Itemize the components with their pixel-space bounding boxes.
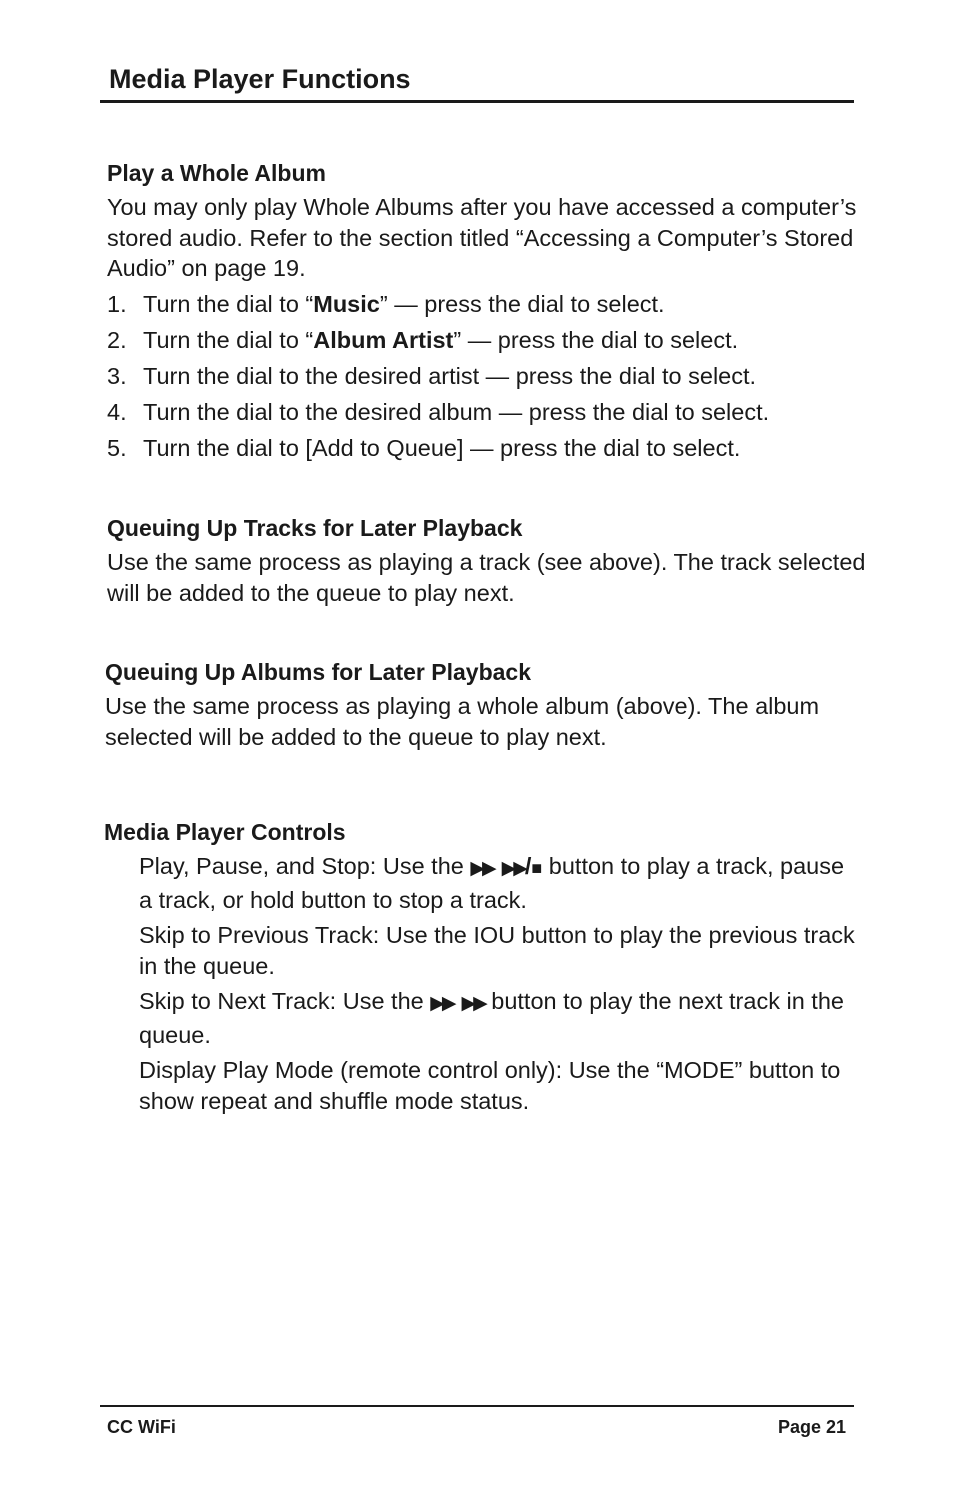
list-item	[107, 397, 867, 427]
control-text-before: Play, Pause, and Stop: Use the	[139, 853, 471, 879]
control-text-before: Skip to Next Track: Use the	[139, 988, 431, 1014]
section-queue-albums	[105, 657, 865, 752]
control-play-mode: Display Play Mode (remote control only): Use the “MODE” button to show repeat and shuffle mode status.	[139, 1057, 841, 1114]
section-play-album	[107, 158, 867, 469]
section-heading: Media Player Controls	[104, 819, 346, 845]
page-title: Media Player Functions	[109, 64, 411, 94]
control-text-after: button to play the next track in the queue.	[139, 988, 844, 1048]
step-number: 1.	[107, 290, 127, 317]
play-pause-icon: ▶▶ ▶▶	[470, 858, 525, 879]
control-play-pause-stop	[139, 851, 859, 915]
list-item	[107, 325, 867, 355]
control-skip-previous: Skip to Previous Track: Use the IOU button to play the previous track in the queue.	[139, 922, 855, 979]
step-text-before: Turn the dial to “	[143, 290, 314, 317]
step-text-before: Turn the dial to “	[143, 326, 314, 353]
step-text-after: ” — press the dial to select.	[453, 326, 739, 353]
section-body: Use the same process as playing a whole album (above). The album selected will be added to the queue to play next.	[105, 693, 820, 750]
step-number: 3.	[107, 362, 127, 389]
menu-term: Music	[313, 290, 380, 317]
footer-page-number: Page 21	[777, 1417, 846, 1437]
section-controls	[104, 817, 859, 1121]
step-text-after: ” — press the dial to select.	[379, 290, 665, 317]
footer-product: CC WiFi	[107, 1417, 176, 1437]
section-body: Use the same process as playing a track (see above). The track selected will be added to the queue to play next.	[107, 549, 866, 606]
control-skip-next	[139, 986, 859, 1050]
stop-icon: ■	[531, 858, 543, 878]
list-item	[107, 433, 867, 463]
next-track-icon: ▶▶ ▶▶	[430, 993, 485, 1014]
step-text: Turn the dial to the desired artist — press the dial to select.	[143, 362, 757, 389]
menu-term: Album Artist	[313, 326, 454, 353]
step-text: Turn the dial to the desired album — press the dial to select.	[143, 398, 770, 425]
section-heading: Queuing Up Albums for Later Playback	[105, 659, 532, 685]
step-text	[143, 289, 665, 319]
step-text: Turn the dial to [Add to Queue] — press the dial to select.	[143, 434, 741, 461]
section-heading: Play a Whole Album	[107, 160, 326, 186]
section-queue-tracks	[107, 513, 867, 608]
step-number: 2.	[107, 326, 127, 353]
step-number: 4.	[107, 398, 127, 425]
step-text	[143, 325, 738, 355]
section-heading: Queuing Up Tracks for Later Playback	[107, 515, 523, 541]
steps-list	[107, 289, 867, 463]
step-number: 5.	[107, 434, 127, 461]
page-footer	[100, 1405, 854, 1438]
slash-separator: /	[524, 853, 532, 879]
list-item	[107, 289, 867, 319]
page-header	[100, 62, 854, 103]
section-intro: You may only play Whole Albums after you have accessed a computer’s stored audio. Refer to the section titled “Accessing a Computer’s Stored Audio” on page 19.	[107, 194, 857, 281]
controls-list	[139, 851, 859, 1116]
list-item	[107, 361, 867, 391]
control-text-after: button to play a track, pause a track, or hold button to stop a track.	[139, 853, 845, 913]
